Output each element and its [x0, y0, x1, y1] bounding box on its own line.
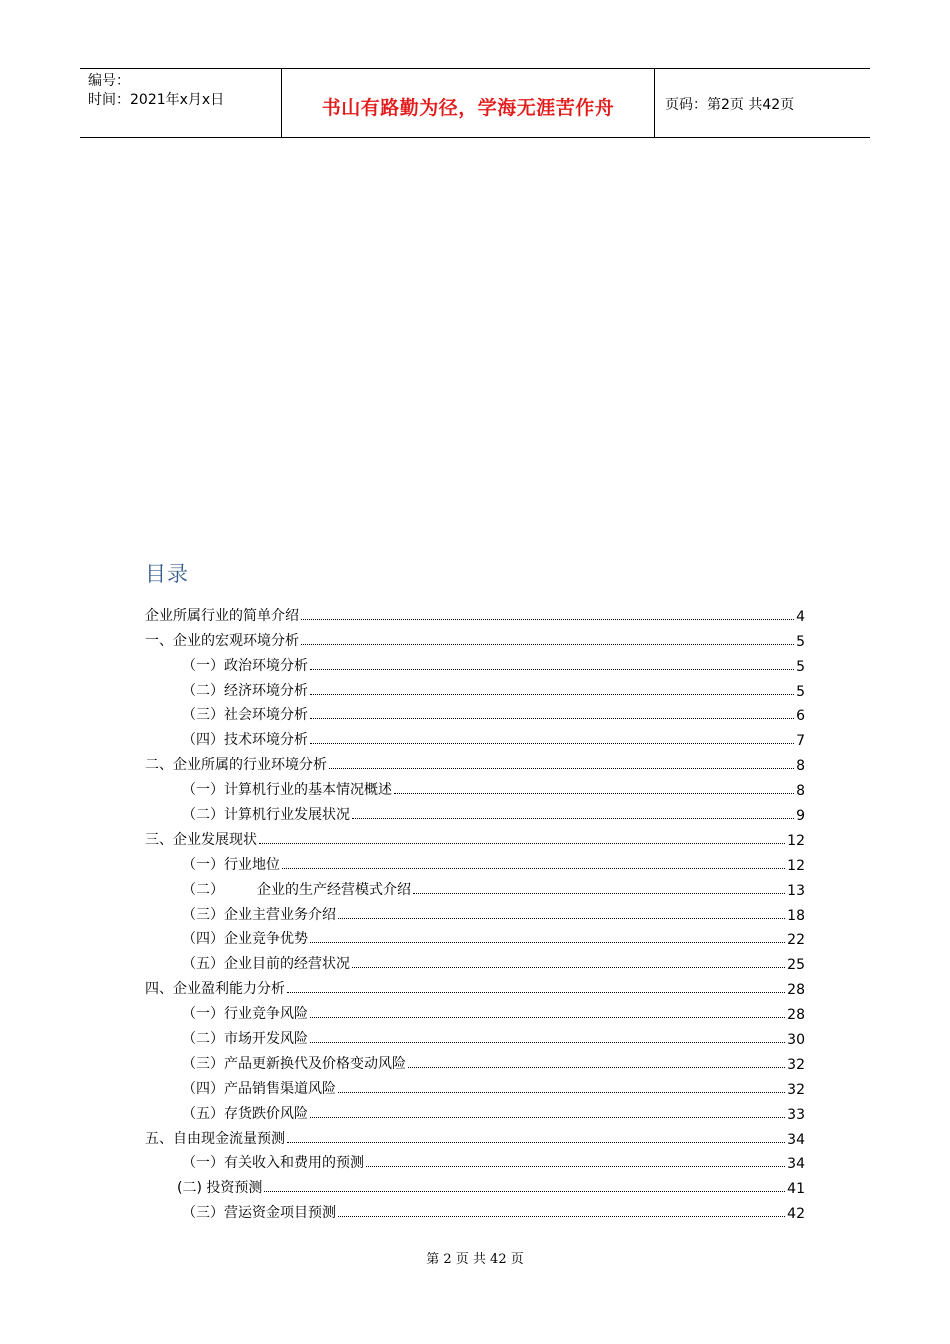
toc-entry[interactable]: （三）企业主营业务介绍 18	[182, 906, 805, 924]
toc-title: 目录	[145, 562, 189, 586]
number-label: 编号：	[88, 73, 130, 89]
toc-entry[interactable]: （一）行业地位 12	[182, 856, 805, 874]
header-page-info: 页码：第2页 共42页	[665, 97, 795, 113]
toc-entry[interactable]: （四）产品销售渠道风险 32	[182, 1080, 805, 1098]
toc-entry[interactable]: 二、企业所属的行业环境分析 8	[145, 757, 805, 775]
toc-entry[interactable]: （三）社会环境分析 6	[182, 707, 805, 725]
toc-entry[interactable]: 四、企业盈利能力分析 28	[145, 981, 805, 999]
header-table	[80, 68, 870, 138]
toc-entry[interactable]: （五）企业目前的经营状况 25	[182, 956, 805, 974]
page-footer: 第 2 页 共 42 页	[426, 1252, 524, 1267]
toc-entry[interactable]: （三）营运资金项目预测 42	[182, 1205, 805, 1223]
toc-entry[interactable]: （二）计算机行业发展状况 9	[182, 807, 805, 825]
toc-entry[interactable]: （三）产品更新换代及价格变动风险 32	[182, 1055, 805, 1073]
toc-entry[interactable]: （四）技术环境分析 7	[182, 732, 805, 750]
table-of-contents	[145, 600, 805, 1222]
toc-entry[interactable]: 企业所属行业的简单介绍 4	[145, 607, 805, 625]
toc-entry[interactable]: （四）企业竞争优势 22	[182, 931, 805, 949]
header-motto: 书山有路勤为径，学海无涯苦作舟	[282, 69, 655, 137]
toc-entry[interactable]: 一、企业的宏观环境分析 5	[145, 632, 805, 650]
toc-entry[interactable]: （一）政治环境分析 5	[182, 657, 805, 675]
toc-entry[interactable]: （五）存货跌价风险 33	[182, 1105, 805, 1123]
header-meta	[80, 69, 282, 137]
toc-entry[interactable]: （一）行业竞争风险 28	[182, 1006, 805, 1024]
toc-entry[interactable]: 三、企业发展现状 12	[145, 831, 805, 849]
toc-entry[interactable]: 五、自由现金流量预测 34	[145, 1130, 805, 1148]
toc-entry[interactable]: （二）经济环境分析 5	[182, 682, 805, 700]
toc-entry[interactable]: （二） 企业的生产经营模式介绍 13	[182, 881, 805, 899]
toc-entry[interactable]: (二) 投资预测 41	[177, 1180, 805, 1198]
toc-entry[interactable]: （二）市场开发风险 30	[182, 1031, 805, 1049]
toc-entry[interactable]: （一）有关收入和费用的预测 34	[182, 1155, 805, 1173]
time-label: 时间：2021年x月x日	[88, 92, 225, 108]
toc-entry[interactable]: （一）计算机行业的基本情况概述 8	[182, 782, 805, 800]
